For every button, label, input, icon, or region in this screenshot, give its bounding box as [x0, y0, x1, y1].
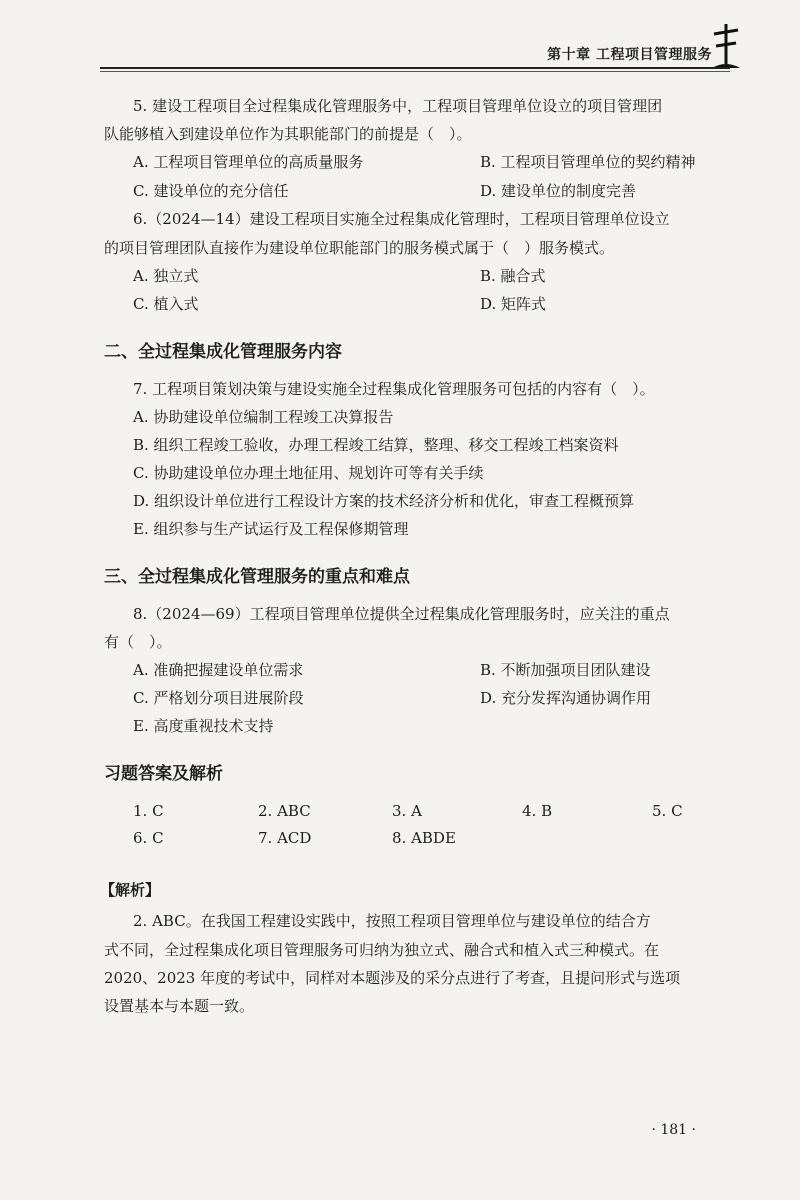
- q7-option-b: B. 组织工程竣工验收，办理工程竣工结算，整理、移交工程竣工档案资料: [133, 436, 619, 454]
- answer-6: 6. C: [133, 829, 164, 847]
- q8-stem-line-1: 8.（2024—69）工程项目管理单位提供全过程集成化管理服务时，应关注的重点: [133, 605, 670, 623]
- q6-stem-line-1: 6.（2024—14）建设工程项目实施全过程集成化管理时，工程项目管理单位设立: [133, 210, 670, 228]
- answer-4: 4. B: [522, 802, 553, 820]
- analysis-line-2: 式不同，全过程集成化项目管理服务可归纳为独立式、融合式和植入式三种模式。在: [104, 941, 660, 959]
- answer-3: 3. A: [392, 802, 422, 820]
- answer-8: 8. ABDE: [392, 829, 456, 847]
- q7-option-e: E. 组织参与生产试运行及工程保修期管理: [133, 520, 409, 538]
- q5-stem-line-1: 5. 建设工程项目全过程集成化管理服务中，工程项目管理单位设立的项目管理团: [133, 97, 663, 115]
- analysis-line-3: 2020、2023 年度的考试中，同样对本题涉及的采分点进行了考查，且提问形式与选项: [104, 969, 681, 987]
- answers-heading: 习题答案及解析: [104, 764, 223, 784]
- q7-option-d: D. 组织设计单位进行工程设计方案的技术经济分析和优化，审查工程概预算: [133, 492, 635, 510]
- q7-option-a: A. 协助建设单位编制工程竣工决算报告: [133, 408, 394, 426]
- section-heading-3: 三、全过程集成化管理服务的重点和难点: [104, 567, 410, 587]
- q5-option-b: B. 工程项目管理单位的契约精神: [480, 153, 696, 171]
- q7-option-c: C. 协助建设单位办理土地征用、规划许可等有关手续: [133, 464, 484, 482]
- q5-option-a: A. 工程项目管理单位的高质量服务: [133, 153, 364, 171]
- section-heading-2: 二、全过程集成化管理服务内容: [104, 342, 342, 362]
- answer-1: 1. C: [133, 802, 164, 820]
- header-rule-thin: [100, 71, 730, 72]
- q8-option-c: C. 严格划分项目进展阶段: [133, 689, 304, 707]
- q5-option-c: C. 建设单位的充分信任: [133, 182, 289, 200]
- analysis-label: 【解析】: [100, 881, 161, 899]
- q8-option-d: D. 充分发挥沟通协调作用: [480, 689, 652, 707]
- answer-5: 5. C: [652, 802, 683, 820]
- q5-option-d: D. 建设单位的制度完善: [480, 182, 637, 200]
- chapter-logo-icon: [708, 22, 742, 72]
- q8-stem-line-2: 有（ ）。: [104, 633, 172, 651]
- q6-option-c: C. 植入式: [133, 295, 199, 313]
- q6-stem-line-2: 的项目管理团队直接作为建设单位职能部门的服务模式属于（ ）服务模式。: [104, 239, 615, 257]
- q8-option-a: A. 准确把握建设单位需求: [133, 661, 304, 679]
- header-rule: [100, 67, 730, 69]
- q8-option-b: B. 不断加强项目团队建设: [480, 661, 651, 679]
- q7-stem-line-1: 7. 工程项目策划决策与建设实施全过程集成化管理服务可包括的内容有（ ）。: [133, 380, 655, 398]
- page-number: · 181 ·: [651, 1122, 696, 1138]
- q5-stem-line-2: 队能够植入到建设单位作为其职能部门的前提是（ ）。: [104, 125, 472, 143]
- answer-7: 7. ACD: [258, 829, 312, 847]
- answer-2: 2. ABC: [258, 802, 311, 820]
- analysis-line-1: 2. ABC。在我国工程建设实践中，按照工程项目管理单位与建设单位的结合方: [133, 912, 651, 930]
- analysis-line-4: 设置基本与本题一致。: [104, 997, 255, 1015]
- q8-option-e: E. 高度重视技术支持: [133, 717, 274, 735]
- q6-option-a: A. 独立式: [133, 267, 199, 285]
- q6-option-b: B. 融合式: [480, 267, 546, 285]
- chapter-header: 第十章 工程项目管理服务: [547, 47, 712, 63]
- q6-option-d: D. 矩阵式: [480, 295, 547, 313]
